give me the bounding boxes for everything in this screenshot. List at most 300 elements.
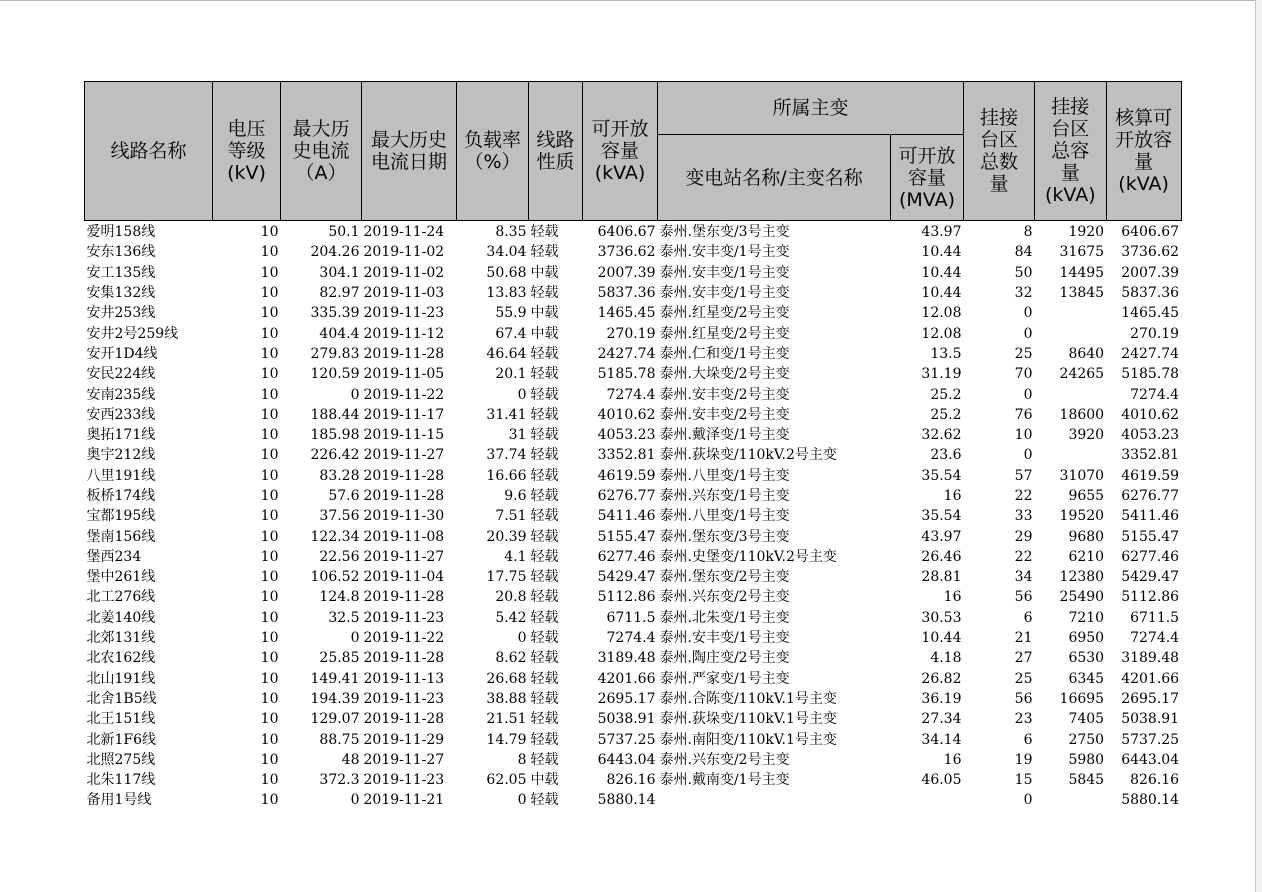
cell-load-rate: 5.42 [495,609,527,626]
cell-calc-capacity: 5837.36 [1121,285,1180,302]
cell-max-current: 194.39 [310,690,360,707]
cell-calc-capacity: 1465.45 [1121,305,1180,322]
cell-station-capacity: 10.44 [921,630,962,647]
cell-station-capacity: 10.44 [921,264,962,281]
cell-voltage: 10 [260,467,279,484]
cell-voltage: 10 [260,650,279,667]
table-body [85,221,1182,811]
cell-nature: 中载 [530,305,559,322]
cell-max-current: 0 [350,630,360,647]
cell-station-name: 泰州.戴南变/1号主变 [659,772,790,789]
cell-station-capacity: 4.18 [930,650,962,667]
cell-nature: 轻载 [530,508,559,525]
cell-station-name: 泰州.安丰变/1号主变 [659,264,790,281]
table-row [85,486,1182,506]
cell-calc-capacity: 6443.04 [1121,751,1180,768]
cell-nature: 轻载 [530,386,559,403]
cell-voltage: 10 [260,406,279,423]
cell-open-capacity: 6276.77 [597,488,656,504]
cell-station-name: 泰州.兴东变/2号主变 [659,751,790,768]
cell-max-date: 2019-11-04 [363,569,445,586]
cell-open-capacity: 5185.78 [597,366,656,383]
table-row [85,790,1182,810]
cell-area-capacity: 31675 [1059,244,1105,261]
header-line-name: 线路名称 [85,82,213,221]
cell-max-date: 2019-11-28 [363,711,445,728]
cell-load-rate: 55.9 [495,305,527,322]
cell-line-name: 板桥174线 [86,488,156,504]
cell-calc-capacity: 6711.5 [1130,609,1180,626]
page-top-border [0,0,1262,1]
cell-station-capacity: 16 [943,589,962,606]
cell-max-date: 2019-11-23 [363,305,445,322]
cell-max-date: 2019-11-30 [363,508,445,525]
cell-max-date: 2019-11-13 [363,670,445,687]
cell-station-name: 泰州.荻垛变/110kV.1号主变 [659,711,837,728]
cell-line-name: 安东136线 [86,244,156,261]
cell-area-count: 21 [1014,630,1033,647]
cell-station-capacity: 13.5 [930,345,962,362]
cell-open-capacity: 5038.91 [597,711,656,728]
cell-line-name: 北朱117线 [86,772,156,789]
cell-station-capacity: 43.97 [921,224,962,241]
cell-open-capacity: 6277.46 [597,548,656,565]
cell-max-date: 2019-11-28 [363,650,445,667]
table-row [85,526,1182,546]
cell-station-capacity: 25.2 [930,406,962,423]
cell-area-capacity: 5845 [1068,772,1105,789]
cell-voltage: 10 [260,589,279,606]
cell-load-rate: 62.05 [486,772,527,789]
cell-max-current: 204.26 [310,244,360,261]
cell-area-count: 22 [1014,548,1033,565]
cell-max-current: 48 [341,751,360,768]
table-row [85,221,1182,243]
cell-load-rate: 16.66 [486,467,527,484]
cell-max-date: 2019-11-27 [363,447,445,464]
cell-voltage: 10 [260,305,279,322]
cell-calc-capacity: 3352.81 [1121,447,1180,464]
cell-calc-capacity: 5737.25 [1121,731,1180,748]
cell-calc-capacity: 5429.47 [1121,569,1180,586]
cell-area-capacity: 2750 [1068,731,1105,748]
cell-nature: 轻载 [530,630,559,647]
table-row [85,303,1182,323]
cell-calc-capacity: 7274.4 [1130,630,1180,647]
cell-station-name: 泰州.戴泽变/1号主变 [659,427,790,444]
cell-open-capacity: 5737.25 [597,731,656,748]
cell-area-capacity: 5980 [1068,751,1105,768]
cell-line-name: 堡中261线 [86,569,156,586]
cell-station-capacity [891,790,964,810]
cell-area-count: 29 [1014,528,1033,545]
table-row [85,709,1182,729]
cell-load-rate: 21.51 [486,711,527,728]
cell-max-current: 57.6 [328,488,360,504]
cell-max-date: 2019-11-21 [363,792,445,809]
cell-nature: 轻载 [530,285,559,302]
table-row [85,344,1182,364]
cell-load-rate: 9.6 [504,488,527,504]
cell-line-name: 安西233线 [86,406,156,423]
cell-open-capacity: 1465.45 [597,305,656,322]
cell-max-date: 2019-11-17 [363,406,445,423]
cell-max-date: 2019-11-15 [363,427,445,444]
cell-nature: 轻载 [530,792,559,809]
cell-nature: 轻载 [530,528,559,545]
cell-station-name: 泰州.安丰变/1号主变 [659,630,790,647]
cell-line-name: 安民224线 [86,366,156,383]
cell-station-name: 泰州.红星变/2号主变 [659,305,790,322]
cell-open-capacity: 6406.67 [597,224,656,241]
cell-open-capacity: 4053.23 [597,427,656,444]
cell-open-capacity: 4619.59 [597,467,656,484]
cell-max-current: 188.44 [310,406,360,423]
cell-station-name: 泰州.安丰变/1号主变 [659,285,790,302]
cell-open-capacity: 6443.04 [597,751,656,768]
cell-station-name: 泰州.荻垛变/110kV.2号主变 [659,447,837,464]
cell-area-capacity: 12380 [1059,569,1105,586]
cell-area-capacity: 13845 [1059,285,1105,302]
cell-load-rate: 8.35 [495,224,527,241]
cell-area-count: 6 [1023,609,1033,626]
header-area-count: 挂接台区总数量 [964,82,1035,221]
cell-max-date: 2019-11-03 [363,285,445,302]
cell-load-rate: 37.74 [486,447,527,464]
cell-station-name: 泰州.南阳变/110kV.1号主变 [659,731,837,748]
table-row [85,648,1182,668]
header-main-transformer: 所属主变 [658,82,964,135]
cell-calc-capacity: 4619.59 [1121,467,1180,484]
cell-calc-capacity: 5155.47 [1121,528,1180,545]
cell-nature: 轻载 [530,488,559,504]
table-row [85,405,1182,425]
cell-area-count: 22 [1014,488,1033,504]
cell-calc-capacity: 7274.4 [1130,386,1180,403]
cell-open-capacity: 5429.47 [597,569,656,586]
table-row [85,445,1182,465]
cell-calc-capacity: 3736.62 [1121,244,1180,261]
cell-area-count: 19 [1014,751,1033,768]
cell-voltage: 10 [260,325,279,342]
cell-station-name: 泰州.仁和变/1号主变 [659,345,790,362]
cell-area-count: 0 [1023,325,1033,342]
cell-load-rate: 4.1 [504,548,527,565]
cell-station-name: 泰州.安丰变/2号主变 [659,386,790,403]
cell-area-capacity: 18600 [1059,406,1105,423]
cell-nature: 轻载 [530,244,559,261]
cell-station-capacity: 46.05 [921,772,962,789]
cell-calc-capacity: 6406.67 [1121,224,1180,241]
cell-max-current: 0 [350,792,360,809]
cell-nature: 轻载 [530,345,559,362]
cell-area-capacity: 19520 [1059,508,1105,525]
cell-station-capacity: 36.19 [921,690,962,707]
cell-station-name: 泰州.安丰变/2号主变 [659,406,790,423]
cell-area-count: 10 [1014,427,1033,444]
cell-voltage: 10 [260,670,279,687]
cell-station-name: 泰州.北朱变/1号主变 [659,609,790,626]
table-row [85,364,1182,384]
header-station-capacity: 可开放容量(MVA) [891,135,964,221]
cell-line-name: 堡西234 [86,548,142,565]
cell-station-capacity: 35.54 [921,508,962,525]
cell-max-current: 404.4 [319,325,360,342]
table-row [85,689,1182,709]
cell-load-rate: 31 [508,427,527,444]
cell-load-rate: 7.51 [495,508,527,525]
cell-line-name: 安集132线 [86,285,156,302]
cell-line-name: 北新1F6线 [86,731,157,748]
cell-area-count: 50 [1014,264,1033,281]
cell-area-capacity: 6530 [1068,650,1105,667]
cell-nature: 中载 [530,325,559,342]
cell-station-name: 泰州.史堡变/110kV.2号主变 [659,548,837,565]
cell-max-current: 120.59 [310,366,360,383]
cell-load-rate: 13.83 [486,285,527,302]
cell-load-rate: 26.68 [486,670,527,687]
cell-open-capacity: 2007.39 [597,264,656,281]
cell-max-date: 2019-11-28 [363,589,445,606]
cell-nature: 轻载 [530,427,559,444]
cell-area-count: 84 [1014,244,1033,261]
cell-open-capacity: 3352.81 [597,447,656,464]
cell-area-count: 32 [1014,285,1033,302]
cell-station-name: 泰州.兴东变/2号主变 [659,589,790,606]
cell-station-name: 泰州.堡东变/3号主变 [659,224,790,241]
cell-open-capacity: 7274.4 [606,630,656,647]
cell-station-capacity: 43.97 [921,528,962,545]
cell-voltage: 10 [260,690,279,707]
cell-station-capacity: 12.08 [921,325,962,342]
cell-voltage: 10 [260,447,279,464]
cell-area-count: 25 [1014,670,1033,687]
cell-nature: 中载 [530,772,559,789]
cell-station-name: 泰州.八里变/1号主变 [659,508,790,525]
cell-load-rate: 34.04 [486,244,527,261]
cell-line-name: 堡南156线 [86,528,156,545]
cell-station-capacity: 30.53 [921,609,962,626]
cell-area-capacity: 14495 [1059,264,1105,281]
cell-max-current: 226.42 [310,447,360,464]
cell-max-date: 2019-11-23 [363,609,445,626]
cell-area-count: 0 [1023,792,1033,809]
table-row [85,729,1182,749]
cell-area-capacity: 6210 [1068,548,1105,565]
cell-voltage: 10 [260,569,279,586]
cell-open-capacity: 6711.5 [606,609,656,626]
cell-nature: 轻载 [530,609,559,626]
cell-max-current: 124.8 [319,589,360,606]
cell-max-date: 2019-11-28 [363,345,445,362]
cell-max-date: 2019-11-23 [363,690,445,707]
cell-max-date: 2019-11-02 [363,244,445,261]
cell-station-name: 泰州.合陈变/110kV.1号主变 [659,690,837,707]
cell-line-name: 北农162线 [86,650,156,667]
cell-open-capacity: 5411.46 [597,508,656,525]
cell-max-date: 2019-11-28 [363,488,445,504]
cell-voltage: 10 [260,345,279,362]
cell-load-rate: 31.41 [486,406,527,423]
cell-area-count: 8 [1023,224,1033,241]
cell-nature: 轻载 [530,731,559,748]
cell-area-capacity: 9680 [1068,528,1105,545]
cell-area-capacity: 9655 [1068,488,1105,504]
table-row [85,770,1182,790]
cell-nature: 轻载 [530,751,559,768]
header-load-rate: 负载率（%） [457,82,529,221]
cell-line-name: 爱明158线 [86,224,156,241]
cell-area-count: 33 [1014,508,1033,525]
cell-calc-capacity: 4010.62 [1121,406,1180,423]
cell-line-name: 奥宇212线 [86,447,156,464]
cell-area-count: 76 [1014,406,1033,423]
page-margin [1256,0,1262,892]
cell-line-name: 北姜140线 [86,609,156,626]
cell-station-name: 泰州.兴东变/1号主变 [659,488,790,504]
cell-area-capacity [1035,323,1107,343]
cell-line-name: 北山191线 [86,670,156,687]
cell-area-capacity: 6950 [1068,630,1105,647]
header-open-capacity: 可开放容量(kVA) [583,82,658,221]
cell-max-current: 25.85 [319,650,360,667]
cell-max-date: 2019-11-02 [363,264,445,281]
cell-voltage: 10 [260,772,279,789]
cell-station-capacity: 32.62 [921,427,962,444]
cell-station-capacity: 23.6 [930,447,962,464]
cell-line-name: 八里191线 [86,467,156,484]
cell-voltage: 10 [260,528,279,545]
table-row [85,425,1182,445]
cell-area-capacity: 25490 [1059,589,1105,606]
cell-voltage: 10 [260,609,279,626]
cell-max-date: 2019-11-27 [363,548,445,565]
cell-voltage: 10 [260,548,279,565]
cell-line-name: 奥拓171线 [86,427,156,444]
cell-nature: 轻载 [530,447,559,464]
cell-station-name: 泰州.大垛变/2号主变 [659,366,790,383]
cell-load-rate: 0 [517,630,527,647]
cell-area-capacity: 24265 [1059,366,1105,383]
cell-station-name: 泰州.八里变/1号主变 [659,467,790,484]
cell-nature: 中载 [530,264,559,281]
cell-area-count: 56 [1014,690,1033,707]
cell-station-capacity: 28.81 [921,569,962,586]
cell-max-current: 0 [350,386,360,403]
cell-area-count: 25 [1014,345,1033,362]
table-row [85,587,1182,607]
cell-area-capacity: 16695 [1059,690,1105,707]
cell-area-count: 34 [1014,569,1033,586]
cell-station-name [658,790,891,810]
cell-load-rate: 46.64 [486,345,527,362]
cell-open-capacity: 826.16 [606,772,656,789]
cell-calc-capacity: 4201.66 [1121,670,1180,687]
cell-max-date: 2019-11-28 [363,467,445,484]
cell-nature: 轻载 [530,366,559,383]
cell-station-capacity: 31.19 [921,366,962,383]
cell-calc-capacity: 5038.91 [1121,711,1180,728]
cell-max-current: 335.39 [310,305,360,322]
cell-max-current: 32.5 [328,609,360,626]
cell-load-rate: 0 [517,792,527,809]
cell-line-name: 北工276线 [86,589,156,606]
cell-nature: 轻载 [530,690,559,707]
cell-line-name: 安南235线 [86,386,156,403]
cell-max-current: 22.56 [319,548,360,565]
cell-max-current: 83.28 [319,467,360,484]
table-row [85,263,1182,283]
cell-line-name: 安开1D4线 [86,345,158,362]
header-max-current: 最大历史电流（A） [281,82,362,221]
cell-station-capacity: 34.14 [921,731,962,748]
cell-open-capacity: 5112.86 [597,589,656,606]
cell-open-capacity: 2427.74 [597,345,656,362]
cell-nature: 轻载 [530,224,559,241]
cell-area-count: 23 [1014,711,1033,728]
cell-voltage: 10 [260,366,279,383]
cell-station-capacity: 25.2 [930,386,962,403]
cell-station-name: 泰州.安丰变/1号主变 [659,244,790,261]
header-nature: 线路性质 [529,82,583,221]
cell-load-rate: 0 [517,386,527,403]
cell-open-capacity: 5880.14 [597,792,656,809]
cell-voltage: 10 [260,264,279,281]
cell-calc-capacity: 5112.86 [1121,589,1180,606]
cell-max-date: 2019-11-22 [363,386,445,403]
cell-voltage: 10 [260,731,279,748]
cell-station-capacity: 35.54 [921,467,962,484]
cell-calc-capacity: 5185.78 [1121,366,1180,383]
cell-area-capacity: 31070 [1059,467,1105,484]
cell-max-current: 129.07 [310,711,360,728]
cell-area-capacity [1035,445,1107,465]
cell-line-name: 安井253线 [86,305,156,322]
cell-station-name: 泰州.陶庄变/2号主变 [659,650,790,667]
cell-nature: 轻载 [530,569,559,586]
header-area-capacity: 挂接台区总容量(kVA) [1035,82,1107,221]
cell-max-current: 122.34 [310,528,360,545]
cell-nature: 轻载 [530,589,559,606]
cell-voltage: 10 [260,427,279,444]
cell-calc-capacity: 2007.39 [1121,264,1180,281]
table-row [85,547,1182,567]
cell-open-capacity: 4010.62 [597,406,656,423]
table-row [85,384,1182,404]
cell-area-count: 6 [1023,731,1033,748]
cell-station-capacity: 10.44 [921,285,962,302]
cell-load-rate: 50.68 [486,264,527,281]
cell-max-date: 2019-11-22 [363,630,445,647]
cell-line-name: 北舍1B5线 [86,690,157,707]
cell-station-capacity: 12.08 [921,305,962,322]
cell-open-capacity: 270.19 [606,325,656,342]
cell-calc-capacity: 6276.77 [1121,488,1180,504]
cell-max-current: 106.52 [310,569,360,586]
cell-nature: 轻载 [530,548,559,565]
cell-area-capacity: 7210 [1068,609,1105,626]
cell-area-count: 57 [1014,467,1033,484]
cell-station-name: 泰州.严家变/1号主变 [659,670,790,687]
cell-max-date: 2019-11-08 [363,528,445,545]
table-row [85,567,1182,587]
table-row [85,628,1182,648]
cell-max-current: 37.56 [319,508,360,525]
cell-line-name: 安井2号259线 [86,325,179,342]
cell-area-capacity: 3920 [1068,427,1105,444]
cell-area-count: 15 [1014,772,1033,789]
cell-voltage: 10 [260,630,279,647]
